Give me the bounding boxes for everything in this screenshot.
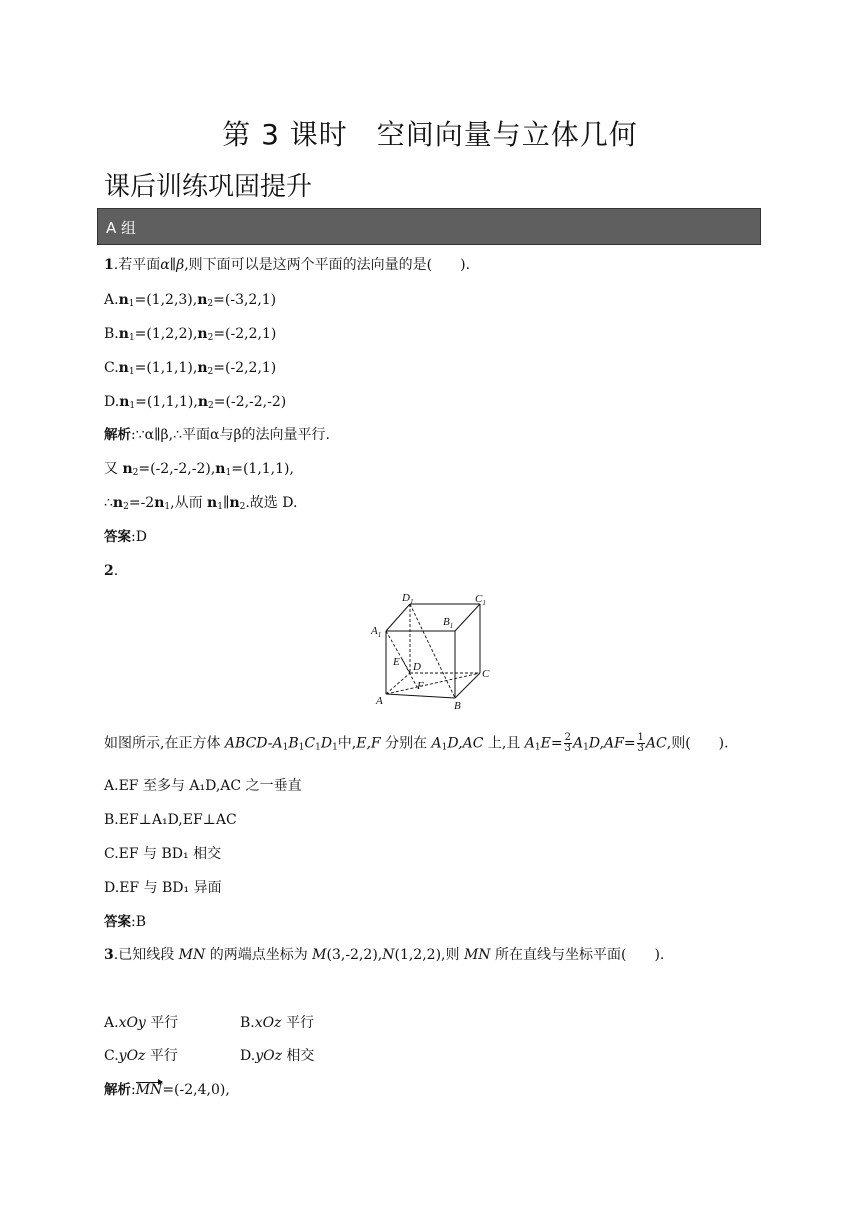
section-subtitle: 课后训练巩固提升 [104,172,313,202]
q2-option-a: A.EF 至多与 A₁D,AC 之一垂直 [104,778,302,794]
fraction-one-third: $\frac{1}{3}$ [637,732,644,754]
edge-ad-hidden [386,673,410,694]
edge-a1d1 [386,604,410,631]
diag-ac [386,673,480,694]
q1-analysis-line2: 又 $n_2=(-2,-2,-2),n_1=(1,1,1)$, [104,461,294,478]
q2-number: 2. [104,563,119,579]
q2-option-d: D.EF 与 BD₁ 异面 [104,880,222,896]
label-d1: $D_1$ [402,592,414,606]
label-c1: $C_1$ [475,593,486,607]
label-a1: $A_1$ [371,625,382,639]
cube-figure [360,588,500,712]
page-title: 第 3 课时 空间向量与立体几何 [222,118,638,151]
label-c: C [482,668,490,680]
label-b: B [454,700,461,712]
q3-option-c: C.yOz 平行 [104,1048,178,1064]
vector-mn: MN [135,1082,163,1098]
edge-ab [386,694,455,698]
q3-analysis: 解析:MN=(-2,4,0), [104,1082,230,1098]
label-b1: $B_1$ [443,616,454,630]
fraction-two-thirds: $\frac{2}{3}$ [564,732,571,754]
q1-option-c: $C.n_1=(1,1,1),n_2=(-2,2,1)$ [104,360,277,377]
q3-option-a: A.xOy 平行 [104,1015,179,1031]
label-e: E [393,656,400,668]
label-a: A [376,695,383,707]
q1-option-d: $D.n_1=(1,1,1),n_2=(-2,-2,-2)$ [104,394,287,411]
q1-answer: 答案:D [104,529,147,545]
q3-option-d: D.yOz 相交 [240,1048,315,1064]
q1-option-a: $A.n_1=(1,2,3),n_2=(-3,2,1)$ [104,292,277,309]
q1-analysis-line3: $\therefore n_2=-2n_1$,从而 $n_1\parallel n_2$.故选 D. [104,495,298,512]
q1-stem: 1.若平面α∥β,则下面可以是这两个平面的法向量的是( ). [104,257,471,273]
group-header-bar [97,208,761,245]
q2-option-b: B.EF⊥A₁D,EF⊥AC [104,812,237,828]
label-d: D [413,661,421,673]
q1-number: 1 [104,257,114,273]
q2-answer: 答案:B [104,914,147,930]
group-label: A 组 [106,219,137,237]
q1-option-b: $B.n_1=(1,2,2),n_2=(-2,2,1)$ [104,326,277,343]
q1-analysis-line1: 解析:∵α∥β,∴平面α与β的法向量平行. [104,427,330,443]
edge-bc [455,673,480,698]
label-f: F [417,680,424,692]
q3-stem: 3.已知线段 MN 的两端点坐标为 M(3,-2,2),N(1,2,2),则 MN 所在直线与坐标平面( ). [104,947,665,963]
q2-option-c: C.EF 与 BD₁ 相交 [104,846,222,862]
q3-option-b: B.xOz 平行 [240,1015,314,1031]
q2-stem: 如图所示,在正方体 ABCD-$A_1B_1C_1D_1$中,E,F 分别在 $A_1D,AC$ 上,且 $A_1E=$ $\frac{2}{3}$ $A_1D,AF=$ $\frac{1}{3}$ AC,则( ). [104,732,729,754]
edge-b1c1 [455,604,480,631]
